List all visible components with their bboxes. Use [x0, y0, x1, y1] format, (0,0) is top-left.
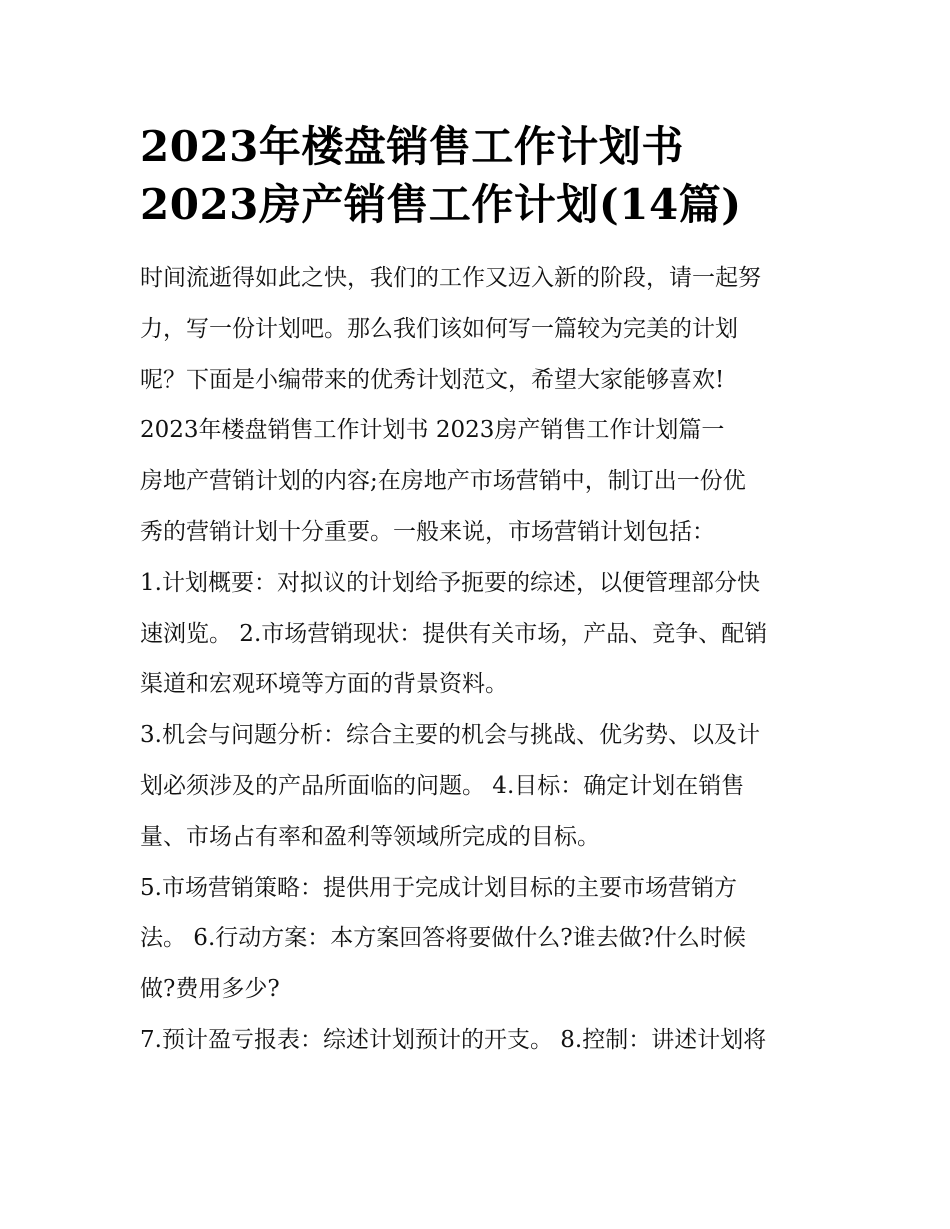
- body-line: 法。 6.行动方案：本方案回答将要做什么?谁去做?什么时候: [140, 925, 746, 952]
- body-line: 呢？下面是小编带来的优秀计划范文，希望大家能够喜欢!: [140, 366, 725, 393]
- document-content: [140, 118, 820, 1066]
- title-line-1: 2023年楼盘销售工作计划书: [140, 122, 684, 171]
- body-line: 做?费用多少?: [140, 976, 280, 1003]
- body-line: 2023年楼盘销售工作计划书 2023房产销售工作计划篇一: [140, 417, 725, 444]
- body-line: 3.机会与问题分析：综合主要的机会与挑战、优劣势、以及计: [140, 722, 760, 749]
- title-line-2: 2023房产销售工作计划(14篇): [140, 180, 742, 229]
- document-body: [140, 253, 820, 1066]
- body-line: 力，写一份计划吧。那么我们该如何写一篇较为完美的计划: [140, 315, 738, 342]
- document-title: [140, 118, 820, 234]
- body-line: 房地产营销计划的内容;在房地产市场营销中，制订出一份优: [140, 468, 746, 495]
- body-line: 时间流逝得如此之快，我们的工作又迈入新的阶段，请一起努: [140, 265, 761, 291]
- body-line: 1.计划概要：对拟议的计划给予扼要的综述，以便管理部分快: [140, 569, 760, 596]
- body-line: 速浏览。 2.市场营销现状：提供有关市场，产品、竞争、配销: [140, 620, 768, 647]
- body-line: 划必须涉及的产品所面临的问题。 4.目标：确定计划在销售: [140, 772, 745, 799]
- body-line: 渠道和宏观环境等方面的背景资料。: [140, 671, 508, 698]
- body-line: 秀的营销计划十分重要。一般来说，市场营销计划包括：: [140, 518, 715, 545]
- body-line: 7.预计盈亏报表：综述计划预计的开支。 8.控制：讲述计划将: [140, 1026, 767, 1053]
- body-line: 5.市场营销策略：提供用于完成计划目标的主要市场营销方: [140, 874, 737, 901]
- body-line: 量、市场占有率和盈利等领域所完成的目标。: [140, 823, 600, 850]
